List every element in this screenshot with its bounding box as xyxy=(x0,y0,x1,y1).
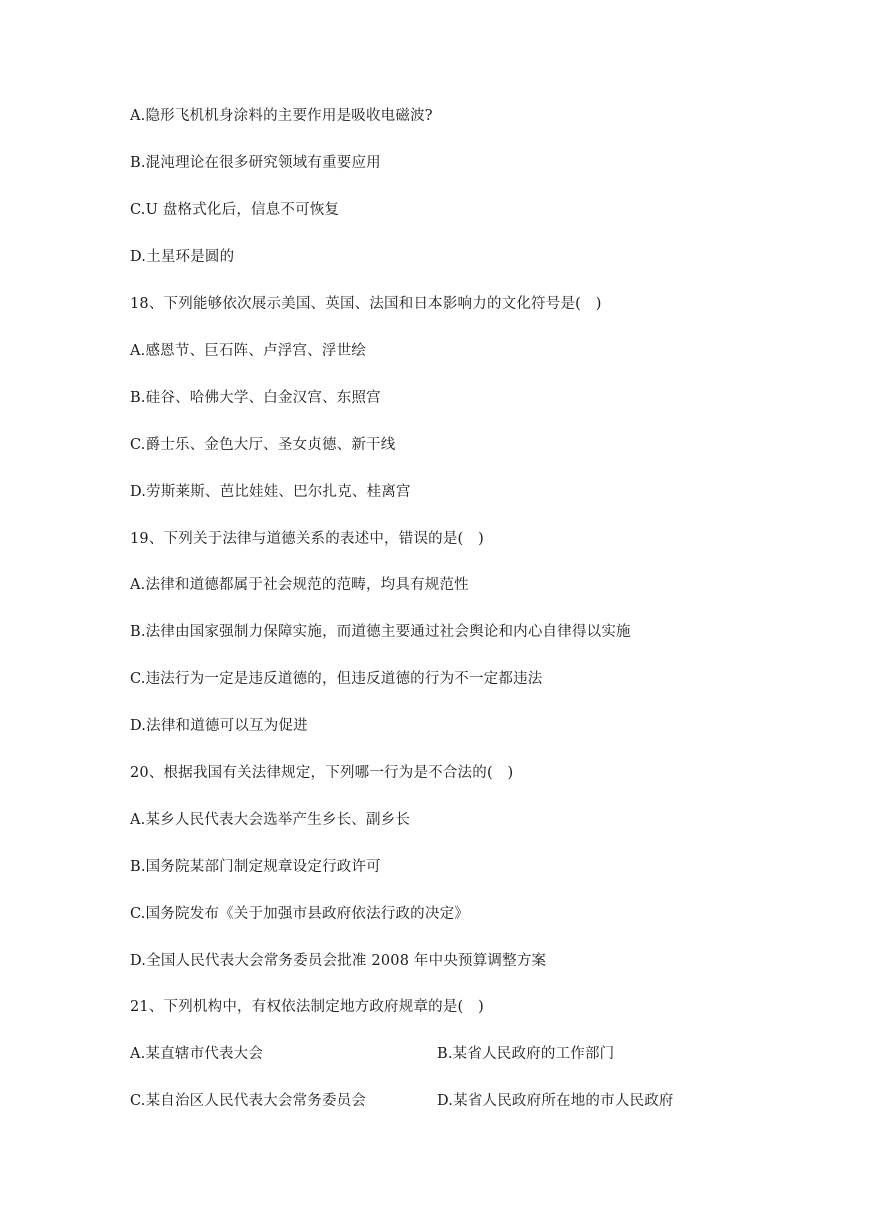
option-a: A.隐形飞机机身涂料的主要作用是吸收电磁波? xyxy=(130,108,433,124)
question-21-option-d: D.某省人民政府所在地的市人民政府 xyxy=(437,1093,674,1109)
question-19-option-d: D.法律和道德可以互为促进 xyxy=(130,718,308,734)
question-18-option-d: D.劳斯莱斯、芭比娃娃、巴尔扎克、桂离宫 xyxy=(130,484,411,500)
question-20-option-a: A.某乡人民代表大会选举产生乡长、副乡长 xyxy=(130,812,411,828)
option-b: B.混沌理论在很多研究领域有重要应用 xyxy=(130,155,381,171)
question-21-option-b: B.某省人民政府的工作部门 xyxy=(437,1046,615,1062)
option-d: D.土星环是圆的 xyxy=(130,249,235,265)
question-20-stem: 20、根据我国有关法律规定，下列哪一行为是不合法的( ) xyxy=(130,765,514,781)
question-21-option-a: A.某直辖市代表大会 xyxy=(130,1046,264,1062)
question-19-option-b: B.法律由国家强制力保障实施，而道德主要通过社会舆论和内心自律得以实施 xyxy=(130,624,631,640)
option-c: C.U 盘格式化后，信息不可恢复 xyxy=(130,202,340,218)
question-21-stem: 21、下列机构中，有权依法制定地方政府规章的是( ) xyxy=(130,999,484,1015)
question-18-option-a: A.感恩节、巨石阵、卢浮宫、浮世绘 xyxy=(130,343,366,359)
question-18-stem: 18、下列能够依次展示美国、英国、法国和日本影响力的文化符号是( ) xyxy=(130,296,602,312)
question-19-option-a: A.法律和道德都属于社会规范的范畴，均具有规范性 xyxy=(130,577,469,593)
question-21-option-c: C.某自治区人民代表大会常务委员会 xyxy=(130,1093,367,1109)
question-20-option-c: C.国务院发布《关于加强市县政府依法行政的决定》 xyxy=(130,906,469,922)
question-20-option-d: D.全国人民代表大会常务委员会批准 2008 年中央预算调整方案 xyxy=(130,953,547,969)
question-20-option-b: B.国务院某部门制定规章设定行政许可 xyxy=(130,859,381,875)
question-18-option-b: B.硅谷、哈佛大学、白金汉宫、东照宫 xyxy=(130,390,381,406)
question-19-stem: 19、下列关于法律与道德关系的表述中，错误的是( ) xyxy=(130,531,484,547)
question-18-option-c: C.爵士乐、金色大厅、圣女贞德、新干线 xyxy=(130,437,396,453)
question-19-option-c: C.违法行为一定是违反道德的，但违反道德的行为不一定都违法 xyxy=(130,671,543,687)
